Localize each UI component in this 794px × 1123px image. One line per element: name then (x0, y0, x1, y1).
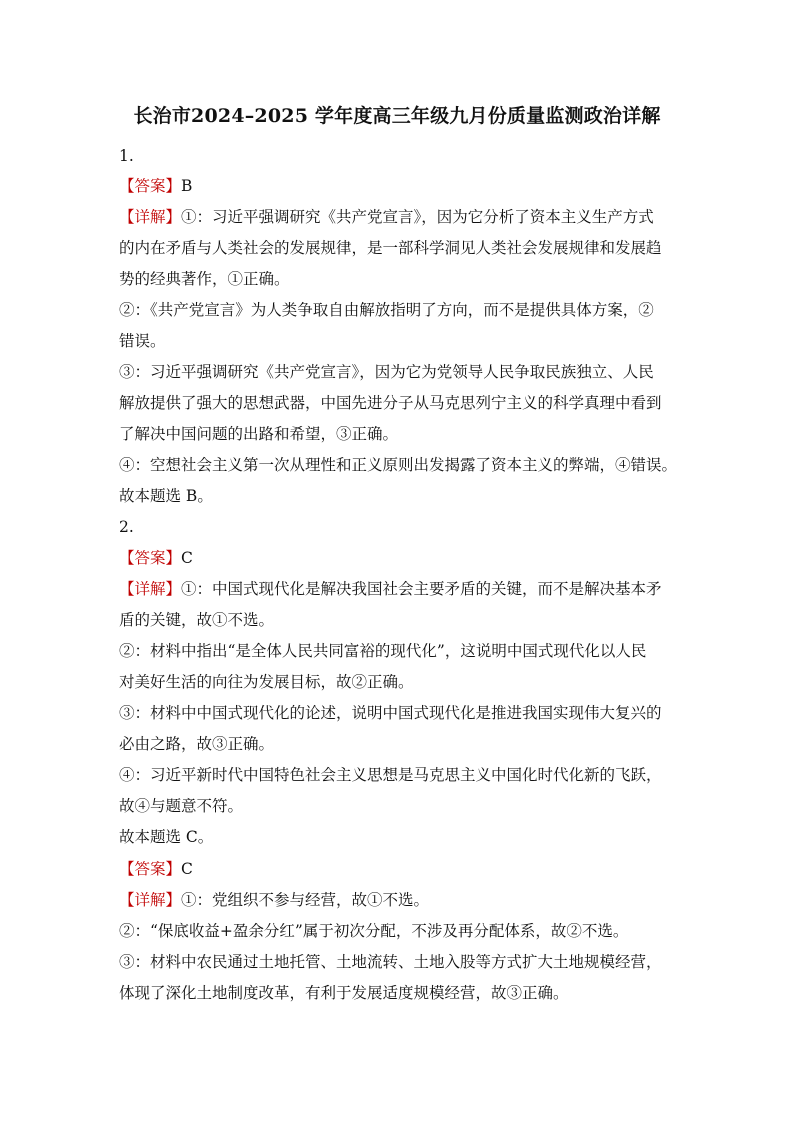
detail-text-line: ③：材料中中国式现代化的论述，说明中国式现代化是推进我国实现伟大复兴的 (119, 704, 662, 722)
detail-text: ①：中国式现代化是解决我国社会主要矛盾的关键，而不是解决基本矛 (181, 580, 662, 598)
detail-text-line: 对美好生活的向往为发展目标，故②正确。 (119, 673, 414, 691)
detail-text-line: ②：材料中指出“是全体人民共同富裕的现代化”，这说明中国式现代化以人民 (119, 642, 647, 660)
detail-text-line: 了解决中国问题的出路和希望，③正确。 (119, 425, 399, 443)
detail-text-line: ②：《共产党宣言》为人类争取自由解放指明了方向，而不是提供具体方案，② (119, 301, 654, 319)
question-1-detail (119, 207, 679, 227)
question-2-detail (119, 579, 679, 599)
detail-text-line: 的内在矛盾与人类社会的发展规律，是一部科学洞见人类社会发展规律和发展趋 (119, 239, 662, 257)
question-1-answer (119, 176, 679, 196)
answer-tag: 【答案】 (119, 549, 182, 567)
document-title: 长治市2024–2025 学年度高三年级九月份质量监测政治详解 (133, 105, 661, 127)
question-2-answer (119, 548, 679, 568)
detail-text-line: ③：材料中农民通过土地托管、土地流转、土地入股等方式扩大土地规模经营， (119, 953, 662, 971)
question-1-number: 1. (119, 147, 134, 165)
detail-text-line: 故④与题意不符。 (119, 797, 244, 815)
answer-value: C (181, 549, 193, 567)
question-2-conclusion: 故本题选 C。 (119, 828, 214, 846)
question-3-detail (119, 890, 679, 910)
detail-text-line: 必由之路，故③正确。 (119, 735, 275, 753)
detail-text-line: ④：习近平新时代中国特色社会主义思想是马克思主义中国化时代化新的飞跃， (119, 766, 662, 784)
answer-value: B (181, 177, 193, 195)
detail-text-line: 势的经典著作，①正确。 (119, 270, 290, 288)
detail-text-line: ④：空想社会主义第一次从理性和正义原则出发揭露了资本主义的弊端，④错误。 (119, 456, 678, 474)
question-3-answer (119, 859, 679, 879)
detail-text: ①：党组织不参与经营，故①不选。 (181, 891, 430, 909)
detail-text-line: 解放提供了强大的思想武器，中国先进分子从马克思列宁主义的科学真理中看到 (119, 394, 662, 412)
detail-text-line: 错误。 (119, 332, 166, 350)
answer-tag: 【答案】 (119, 177, 182, 195)
detail-text: ①：习近平强调研究《共产党宣言》，因为它分析了资本主义生产方式 (181, 208, 654, 226)
detail-tag: 【详解】 (119, 208, 182, 226)
detail-text-line: 体现了深化土地制度改革，有利于发展适度规模经营，故③正确。 (119, 984, 569, 1002)
question-1-conclusion: 故本题选 B。 (119, 487, 213, 505)
answer-value: C (181, 860, 193, 878)
question-2-number: 2. (119, 518, 134, 536)
detail-text-line: 盾的关键，故①不选。 (119, 611, 275, 629)
detail-tag: 【详解】 (119, 580, 182, 598)
detail-text-line: ②：“保底收益+盈余分红”属于初次分配，不涉及再分配体系，故②不选。 (119, 922, 629, 940)
detail-text-line: ③：习近平强调研究《共产党宣言》，因为它为党领导人民争取民族独立、人民 (119, 363, 654, 381)
answer-tag: 【答案】 (119, 860, 182, 878)
detail-tag: 【详解】 (119, 891, 182, 909)
